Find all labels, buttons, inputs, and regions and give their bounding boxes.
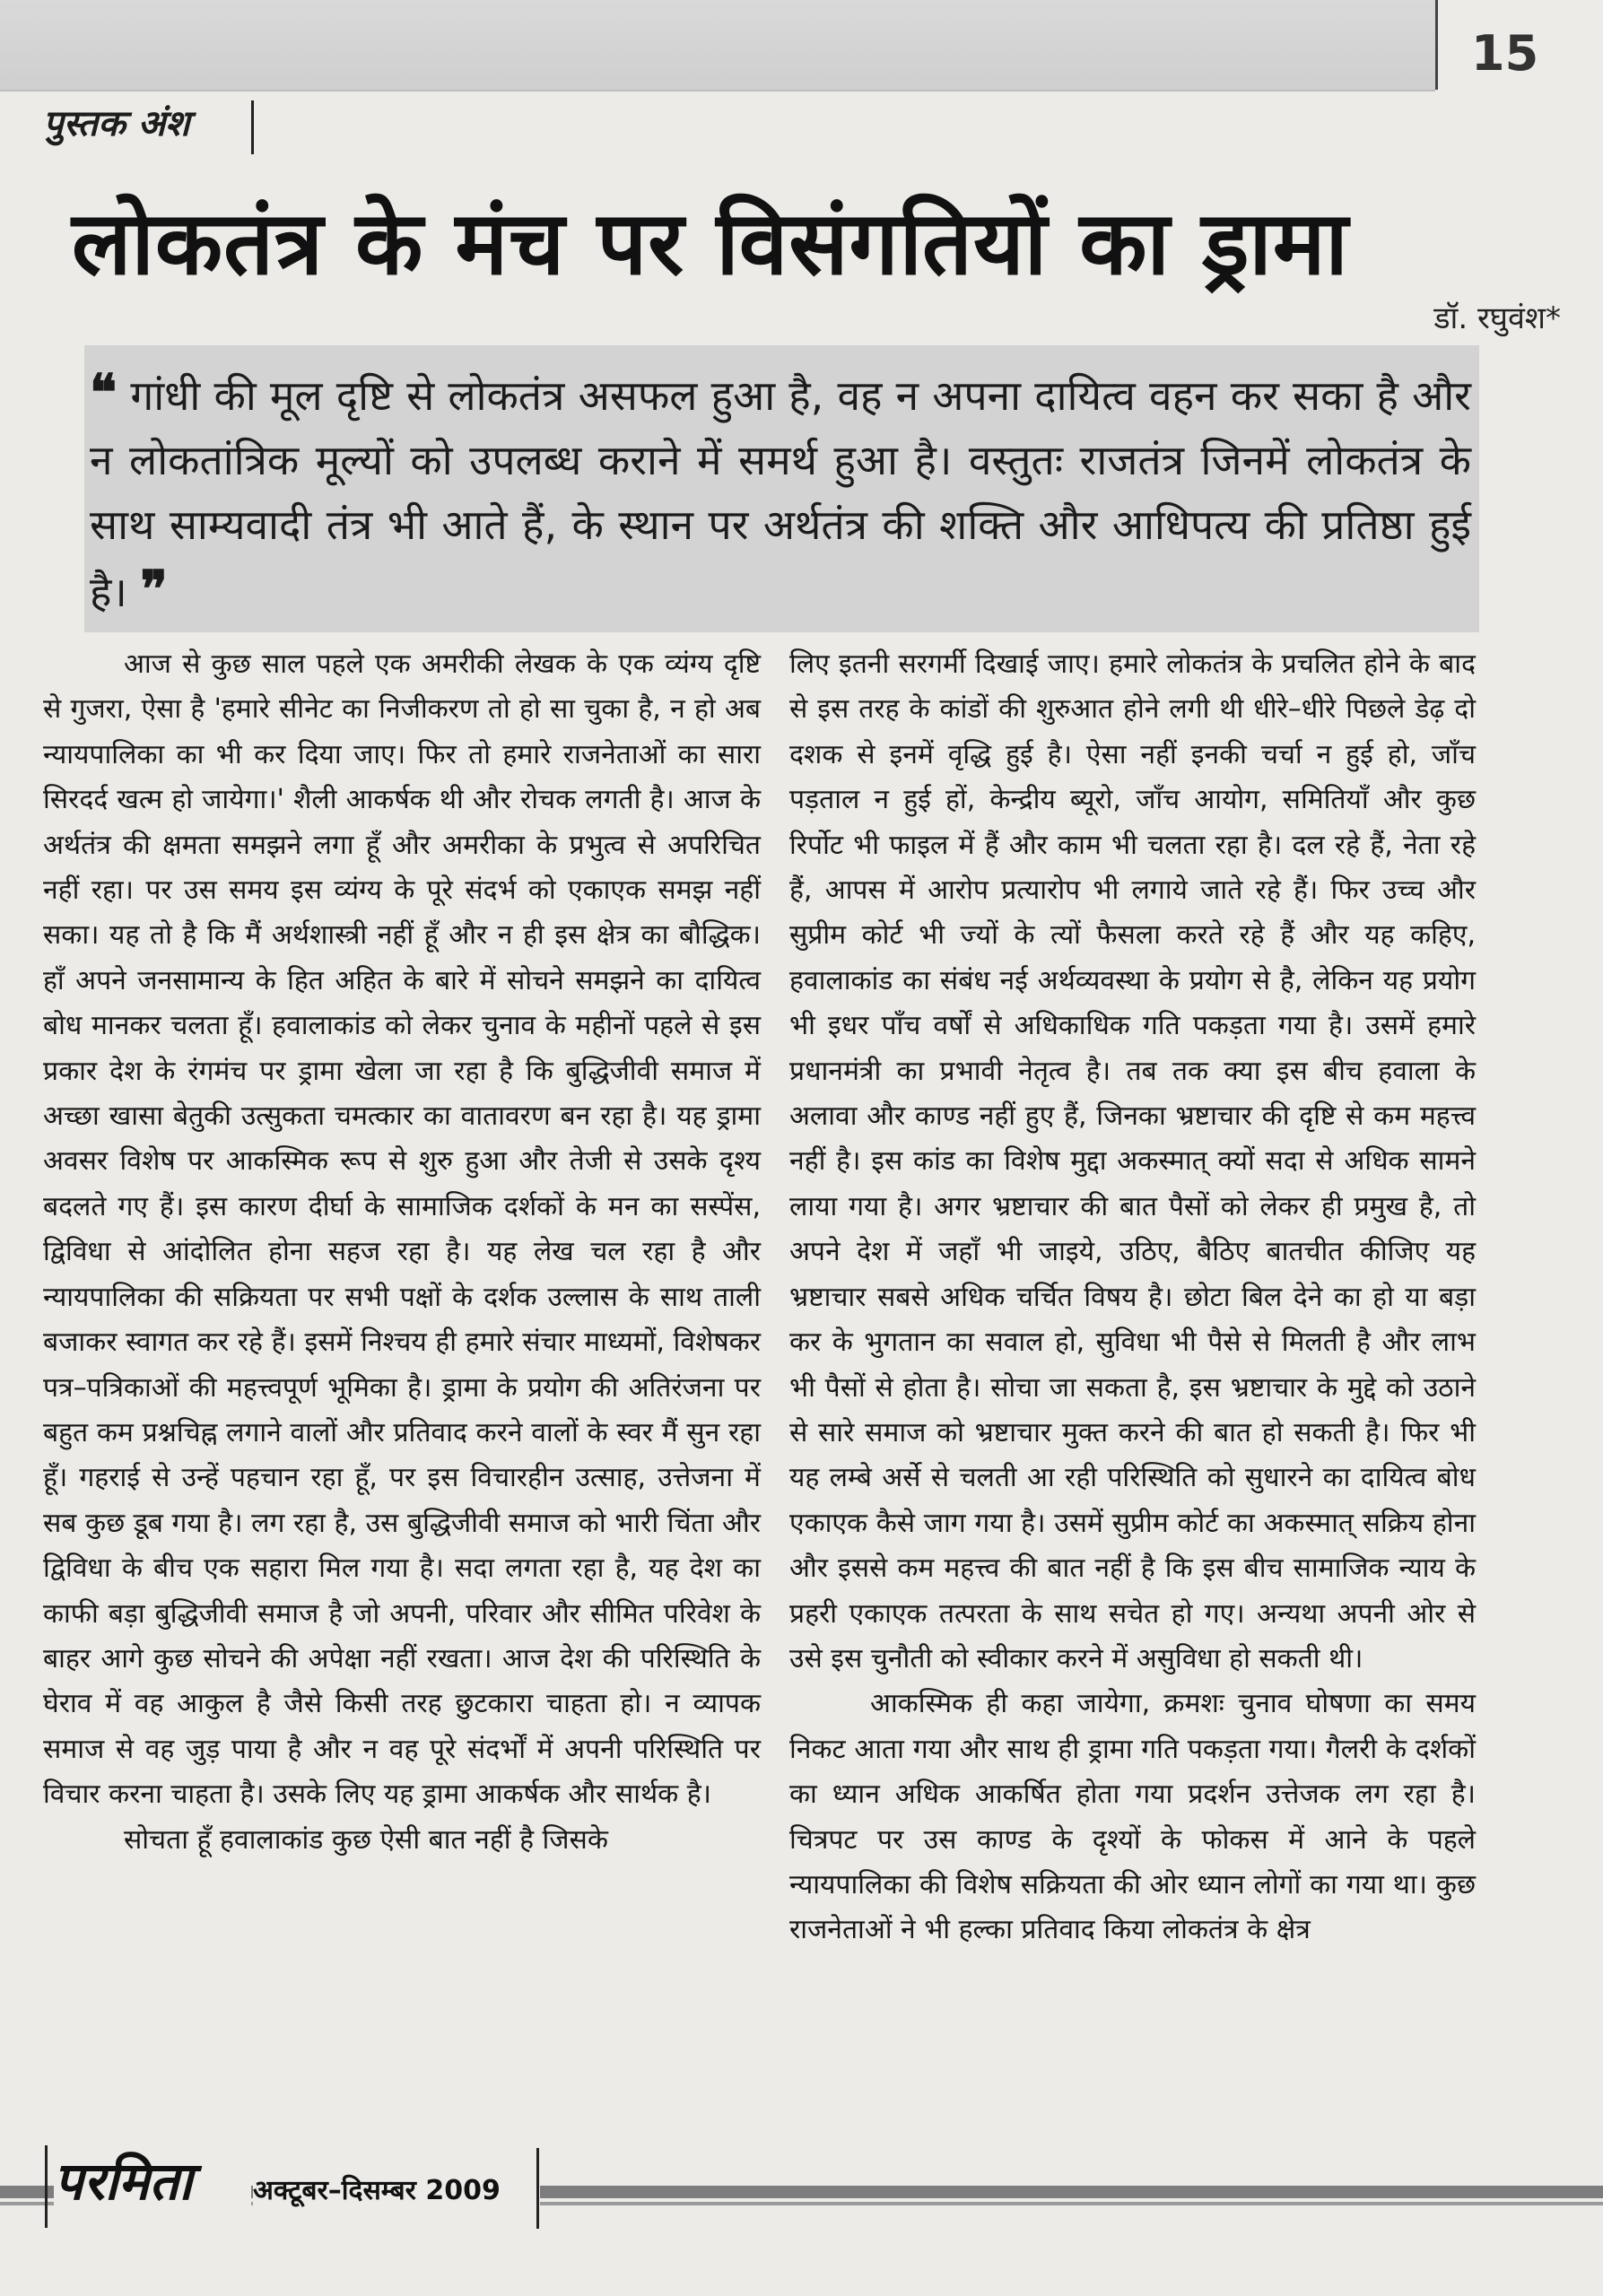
- paragraph: आकस्मिक ही कहा जायेगा, क्रमशः चुनाव घोषणा का समय निकट आता गया और साथ ही ड्रामा गति पकड़ता गया। गैलरी के दर्शकों का ध्यान अधिक आकर्षित होता गया प्रदर्शन उत्तेजक लग रहा है। चित्रपट पर उस काण्ड के दृश्यों के फोकस में आने के पहले न्यायपालिका की विशेष सक्रियता की ओर ध्यान लोगों का गया था। कुछ राजनेताओं ने भी हल्का प्रतिवाद किया लोकतंत्र के क्षेत्र: [789, 1688, 1476, 1946]
- pull-quote-text: गांधी की मूल दृष्टि से लोकतंत्र असफल हुआ है, वह न अपना दायित्व वहन कर सका है और न लोकतांत्रिक मूल्यों को उपलब्ध कराने में समर्थ हुआ है। वस्तुतः राजतंत्र जिनमें लोकतंत्र के साथ साम्यवादी तंत्र भी आते हैं, के स्थान पर अर्थतंत्र की शक्ति और आधिपत्य की प्रतिष्ठा हुई है।: [90, 371, 1472, 616]
- body-column-right: [789, 642, 1476, 2153]
- page-number: 15: [1471, 25, 1539, 82]
- body-column-left: [43, 642, 761, 2153]
- page-number-divider: [1435, 0, 1438, 90]
- issue-date: अक्टूबर–दिसम्बर 2009: [253, 2170, 540, 2215]
- article-title: लोकतंत्र के मंच पर विसंगतियों का ड्रामा: [72, 193, 1349, 295]
- pull-quote: [90, 361, 1471, 630]
- header-band: [0, 0, 1435, 90]
- paragraph: सोचता हूँ हवालाकांड कुछ ऐसी बात नहीं है जिसके: [124, 1823, 608, 1856]
- section-tag-divider: [251, 100, 254, 154]
- section-tag: पुस्तक अंश: [43, 103, 190, 144]
- quote-close-icon: ❞: [140, 560, 168, 619]
- footer-divider-right: [536, 2148, 539, 2229]
- magazine-logo: परमिता: [54, 2144, 251, 2215]
- header-rule: [0, 90, 1435, 91]
- paragraph: आज से कुछ साल पहले एक अमरीकी लेखक के एक व्यंग्य दृष्टि से गुजरा, ऐसा है 'हमारे सीनेट का निजीकरण तो हो सा चुका है, न हो अब न्यायपालिका का भी कर दिया जाए। फिर तो हमारे राजनेताओं का सारा सिरदर्द खत्म हो जायेगा।' शैली आकर्षक थी और रोचक लगती है। आज के अर्थतंत्र की क्षमता समझने लगा हूँ और अमरीका के प्रभुत्व से अपरिचित नहीं रहा। पर उस समय इस व्यंग्य के पूरे संदर्भ को एकाएक समझ नहीं सका। यह तो है कि मैं अर्थशास्त्री नहीं हूँ और न ही इस क्षेत्र का बौद्धिक। हाँ अपने जनसामान्य के हित अहित के बारे में सोचने समझने का दायित्व बोध मानकर चलता हूँ। हवालाकांड को लेकर चुनाव के महीनों पहले से इस प्रकार देश के रंगमंच पर ड्रामा खेला जा रहा है कि बुद्धिजीवी समाज में अच्छा खासा बेतुकी उत्सुकता चमत्कार का वातावरण बन रहा है। यह ड्रामा अवसर विशेष पर आकस्मिक रूप से शुरु हुआ और तेजी से उसके दृश्य बदलते गए हैं। इस कारण दीर्घा के सामाजिक दर्शकों के मन का सस्पेंस, द्विविधा से आंदोलित होना सहज रहा है। यह लेख चल रहा है और न्यायपालिका की सक्रियता पर सभी पक्षों के दर्शक उल्लास के साथ ताली बजाकर स्वागत कर रहे हैं। इसमें निश्चय ही हमारे संचार माध्यमों, विशेषकर पत्र–पत्रिकाओं की महत्त्वपूर्ण भूमिका है। ड्रामा के प्रयोग की अतिरंजना पर बहुत कम प्रश्नचिह्न लगाने वालों और प्रतिवाद करने वालों के स्वर मैं सुन रहा हूँ। गहराई से उन्हें पहचान रहा हूँ, पर इस विचारहीन उत्साह, उत्तेजना में सब कुछ डूब गया है। लग रहा है, उस बुद्धिजीवी समाज को भारी चिंता और द्विविधा के बीच एक सहारा मिल गया है। सदा लगता रहा है, यह देश का काफी बड़ा बुद्धिजीवी समाज है जो अपनी, परिवार और सीमित परिवेश के बाहर आगे कुछ सोचने की अपेक्षा नहीं रखता। आज देश की परिस्थिति के घेराव में वह आकुल है जैसे किसी तरह छुटकारा चाहता हो। न व्यापक समाज से वह जुड़ पाया है और न वह पूरे संदर्भों में अपनी परिस्थिति पर विचार करना चाहता है। उसके लिए यह ड्रामा आकर्षक और सार्थक है।: [43, 648, 761, 1811]
- paragraph: लिए इतनी सरगर्मी दिखाई जाए। हमारे लोकतंत्र के प्रचलित होने के बाद से इस तरह के कांडों की शुरुआत होने लगी थी धीरे–धीरे पिछले डेढ़ दो दशक से इनमें वृद्धि हुई है। ऐसा नहीं इनकी चर्चा न हुई हो, जाँच पड़ताल न हुई हों, केन्द्रीय ब्यूरो, जाँच आयोग, समितियाँ और कुछ रिर्पोट भी फाइल में हैं और काम भी चलता रहा है। दल रहे हैं, नेता रहे हैं, आपस में आरोप प्रत्यारोप भी लगाये जाते रहे हैं। फिर उच्च और सुप्रीम कोर्ट भी ज्यों के त्यों फैसला करते रहे हैं और यह कहिए, हवालाकांड का संबंध नई अर्थव्यवस्था के प्रयोग से है, लेकिन यह प्रयोग भी इधर पाँच वर्षों से अधिकाधिक गति पकड़ता गया है। उसमें हमारे प्रधानमंत्री का प्रभावी नेतृत्व है। तब तक क्या इस बीच हवाला के अलावा और काण्ड नहीं हुए हैं, जिनका भ्रष्टाचार की दृष्टि से कम महत्त्व नहीं है। इस कांड का विशेष मुद्दा अकस्मात् क्यों सदा से अधिक सामने लाया गया है। अगर भ्रष्टाचार की बात पैसों को लेकर ही प्रमुख है, तो अपने देश में जहाँ भी जाइये, उठिए, बैठिए बातचीत कीजिए यह भ्रष्टाचार सबसे अधिक चर्चित विषय है। छोटा बिल देने का हो या बड़ा कर के भुगतान का सवाल हो, सुविधा भी पैसे से मिलती है और लाभ भी पैसों से होता है। सोचा जा सकता है, इस भ्रष्टाचार के मुद्दे को उठाने से सारे समाज को भ्रष्टाचार मुक्त करने की बात हो सकती है। फिर भी यह लम्बे अर्से से चलती आ रही परिस्थिति को सुधारने का दायित्व बोध एकाएक कैसे जाग गया है। उसमें सुप्रीम कोर्ट का अकस्मात् सक्रिय होना और इससे कम महत्त्व की बात नहीं है कि इस बीच सामाजिक न्याय के प्रहरी एकाएक तत्परता के साथ सचेत हो गए। अन्यथा अपनी ओर से उसे इस चुनौती को स्वीकार करने में असुविधा हो सकती थी।: [789, 648, 1476, 1674]
- article-author: डॉ. रघुवंश*: [1433, 300, 1561, 336]
- footer-divider-left: [45, 2145, 48, 2228]
- quote-open-icon: ❝: [90, 363, 118, 422]
